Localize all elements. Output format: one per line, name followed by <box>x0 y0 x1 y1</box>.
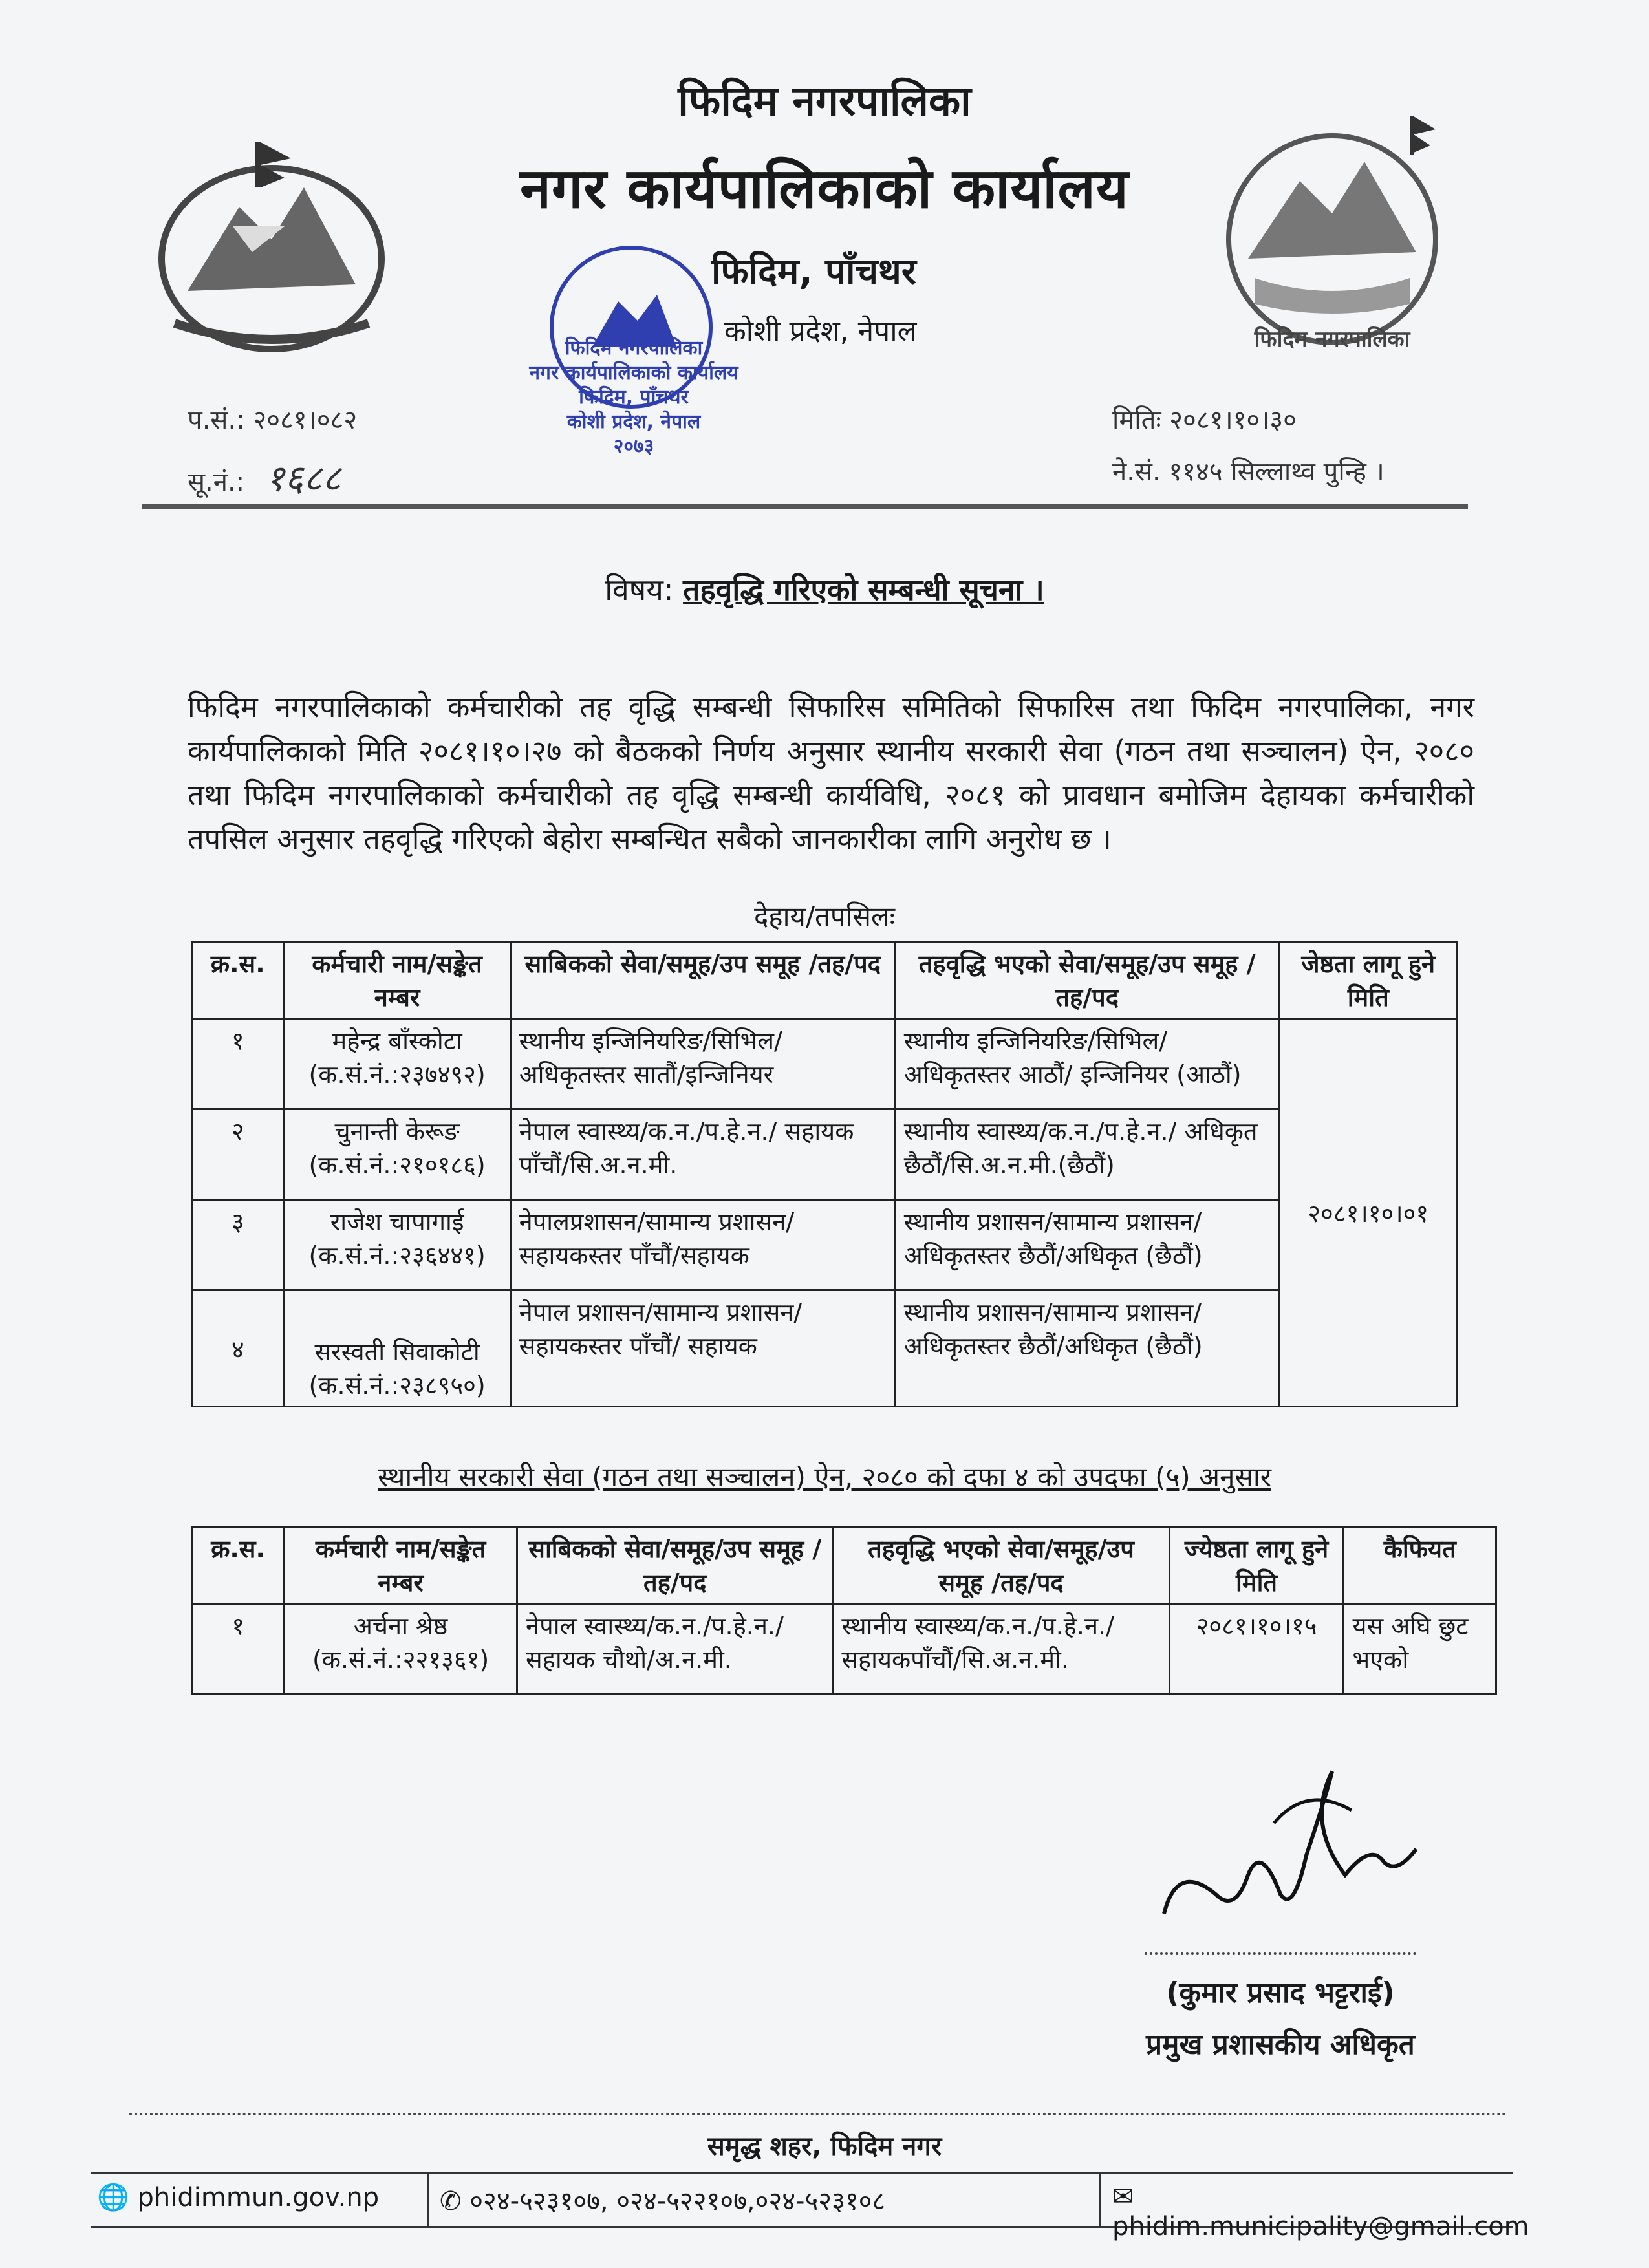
col-header: कर्मचारी नाम/सङ्केत नम्बर <box>284 942 510 1019</box>
col-header: कर्मचारी नाम/सङ्केत नम्बर <box>285 1527 517 1604</box>
table-row <box>192 1109 1458 1200</box>
sn-cell: २ <box>192 1109 285 1200</box>
table-row <box>192 1200 1458 1290</box>
old-post-cell: स्थानीय इन्जिनियरिङ/सिभिल/ अधिकृतस्तर सातौं/इन्जिनियर <box>510 1019 895 1109</box>
old-post-cell: नेपाल प्रशासन/सामान्य प्रशासन/ सहायकस्तर पाँचौं/ सहायक <box>510 1290 895 1407</box>
col-header: ज्येष्ठता लागू हुने मिति <box>1169 1527 1344 1604</box>
employee-cell <box>284 1290 510 1407</box>
sn-cell: ४ <box>192 1290 285 1407</box>
footer-separator <box>1099 2174 1101 2226</box>
promotion-table-2 <box>191 1526 1497 1695</box>
subject-line <box>0 569 1649 609</box>
logo-caption: फिदिम नगरपालिका <box>1254 326 1410 352</box>
stamp-line: कोशी प्रदेश, नेपाल <box>566 411 701 433</box>
old-post-cell: नेपाल स्वास्थ्य/क.न./प.हे.न./ सहायक पाँचौं/सि.अ.न.मी. <box>510 1109 895 1200</box>
employee-name: महेन्द्र बाँस्कोटा <box>332 1027 462 1055</box>
stamp-line: नगर कार्यपालिकाको कार्यालय <box>529 361 738 384</box>
header-divider <box>142 504 1468 509</box>
stamp-line: फिदिम, पाँचथर <box>579 386 689 409</box>
employee-cell <box>285 1604 517 1695</box>
employee-name: चुनान्ती केरूङ <box>334 1117 460 1146</box>
table-header-row <box>192 1527 1496 1604</box>
notice-body: फिदिम नगरपालिकाको कर्मचारीको तह वृद्धि सम्बन्धी सिफारिस समितिको सिफारिस तथा फिदिम नगरपालिका, नगर कार्यपालिकाको मिति २०८१।१०।२७ को बैठकको निर्णय अनुसार स्थानीय सरकारी सेवा (गठन तथा सञ्चालन) ऐन, २०८० तथा फिदिम नगरपालिकाको कर्मचारीको तह वृद्धि सम्बन्धी कार्यविधि, २०८१ को प्रावधान बमोजिम देहायका कर्मचारीको तपसिल अनुसार तहवृद्धि गरिएको बेहोरा सम्बन्धित सबैको जानकारीका लागि अनुरोध छ । <box>188 690 1474 856</box>
promotion-table <box>191 941 1458 1407</box>
col-header: कैफियत <box>1344 1527 1496 1604</box>
col-header: साबिकको सेवा/समूह/उप समूह /तह/पद <box>517 1527 833 1604</box>
signature-line <box>1145 1952 1416 1955</box>
footer-separator <box>427 2174 429 2226</box>
email-link[interactable]: phidim.municipality@gmail.com <box>1112 2212 1529 2241</box>
col-header: जेष्ठता लागू हुने मिति <box>1279 942 1458 1019</box>
subject-label: विषय: <box>605 572 674 607</box>
nepal-sambat-date: ने.सं. ११४५ सिल्लाथ्व पुन्हि । <box>1112 457 1385 487</box>
municipality-logo <box>1209 110 1455 369</box>
new-post-cell: स्थानीय स्वास्थ्य/क.न./प.हे.न./ अधिकृत छैठौं/सि.अ.न.मी.(छैठौं) <box>895 1109 1279 1200</box>
office-name: नगर कार्यपालिकाको कार्यालय <box>520 156 1129 221</box>
employee-code: (क.सं.नं.:२३८९५०) <box>308 1371 486 1400</box>
col-header: क्र.स. <box>192 1527 285 1604</box>
remark-cell: यस अघि छुट भएको <box>1344 1604 1496 1695</box>
phone-block <box>440 2182 1086 2218</box>
employee-name: सरस्वती सिवाकोटी <box>314 1338 480 1366</box>
stamp-line: फिदिम नगरपालिका <box>565 337 703 359</box>
employee-code: (क.सं.नं.:२३६४४१) <box>308 1241 486 1270</box>
municipality-name: फिदिम नगरपालिका <box>678 78 971 125</box>
website-block <box>97 2182 420 2212</box>
signature-scribble <box>1138 1746 1436 1952</box>
date-label: मितिः <box>1112 405 1161 435</box>
col-header: तहवृद्धि भएको सेवा/समूह/उप समूह /तह/पद <box>895 942 1279 1019</box>
table-header-row <box>192 942 1458 1019</box>
nepal-emblem-logo <box>136 129 407 362</box>
office-place: फिदिम, पाँचथर <box>711 251 916 293</box>
signatory-title: प्रमुख प्रशासकीय अधिकृत <box>1146 2028 1415 2061</box>
new-post-cell: स्थानीय प्रशासन/सामान्य प्रशासन/ अधिकृतस्तर छैठौं/अधिकृत (छैठौं) <box>895 1290 1279 1407</box>
employee-cell <box>284 1109 510 1200</box>
letter-date <box>1112 401 1297 436</box>
ref-value: २०८१।०८२ <box>253 405 358 435</box>
stamp-text <box>504 336 763 459</box>
dispatch-label: सू.नं.: <box>188 467 245 497</box>
globe-icon: 🌐 <box>97 2183 129 2212</box>
table1-caption: देहाय/तपसिलः <box>753 901 896 932</box>
col-header: साबिकको सेवा/समूह/उप समूह /तह/पद <box>510 942 895 1019</box>
employee-code: (क.सं.नं.:२१०१८६) <box>308 1151 486 1179</box>
section2-title: स्थानीय सरकारी सेवा (गठन तथा सञ्चालन) ऐन, २०८० को दफा ४ को उपदफा (५) अनुसार <box>378 1461 1271 1493</box>
website-link[interactable]: phidimmun.gov.np <box>137 2183 380 2212</box>
effective-date: २०८१।१०।०१ <box>1308 1199 1429 1228</box>
employee-cell <box>284 1200 510 1290</box>
signatory-name: (कुमार प्रसाद भट्टराई) <box>1166 1976 1395 2009</box>
effective-date-cell <box>1279 1019 1458 1407</box>
footer-bar <box>91 2172 1529 2241</box>
table-row <box>192 1019 1458 1109</box>
dispatch-number <box>188 453 341 502</box>
dispatch-value: १६८८ <box>265 458 341 500</box>
date-value: २०८१।१०।३० <box>1169 405 1297 435</box>
employee-code: (क.सं.नं.:२३७४९२) <box>308 1060 486 1089</box>
sn-cell: १ <box>192 1604 285 1695</box>
sn-cell: ३ <box>192 1200 285 1290</box>
employee-name: राजेश चापागाई <box>330 1208 464 1236</box>
new-post-cell: स्थानीय प्रशासन/सामान्य प्रशासन/ अधिकृतस्तर छैठौं/अधिकृत (छैठौं) <box>895 1200 1279 1290</box>
stamp-line: २०७३ <box>613 435 654 458</box>
footer-divider <box>129 2113 1507 2115</box>
table-row <box>192 1290 1458 1407</box>
footer-motto: समृद्ध शहर, फिदिम नगर <box>707 2132 942 2161</box>
phone-icon: ✆ <box>440 2187 462 2216</box>
employee-cell <box>284 1019 510 1109</box>
col-header: तहवृद्धि भएको सेवा/समूह/उप समूह /तह/पद <box>833 1527 1169 1604</box>
reference-number <box>188 401 357 436</box>
employee-name: अर्चना श्रेष्ठ <box>353 1612 448 1640</box>
email-block <box>1112 2182 1529 2241</box>
old-post-cell: नेपालप्रशासन/सामान्य प्रशासन/ सहायकस्तर पाँचौं/सहायक <box>510 1200 895 1290</box>
seniority-date-cell: २०८१।१०।१५ <box>1169 1604 1344 1695</box>
col-header: क्र.स. <box>192 942 285 1019</box>
new-post-cell: स्थानीय इन्जिनियरिङ/सिभिल/ अधिकृतस्तर आठौं/ इन्जिनियर (आठौं) <box>895 1019 1279 1109</box>
old-post-cell: नेपाल स्वास्थ्य/क.न./प.हे.न./ सहायक चौथो/अ.न.मी. <box>517 1604 833 1695</box>
phone-numbers: ०२४-५२३१०७, ०२४-५२२१०७,०२४-५२३१०८ <box>469 2187 886 2216</box>
employee-code: (क.सं.नं.:२२१३६१) <box>312 1645 490 1674</box>
subject-text: तहवृद्धि गरिएको सम्बन्धी सूचना । <box>683 572 1044 607</box>
mail-icon: ✉ <box>1112 2182 1134 2212</box>
sn-cell: १ <box>192 1019 285 1109</box>
table-row <box>192 1604 1496 1695</box>
new-post-cell: स्थानीय स्वास्थ्य/क.न./प.हे.न./ सहायकपाँचौं/सि.अ.न.मी. <box>833 1604 1169 1695</box>
office-province: कोशी प्रदेश, नेपाल <box>724 315 917 348</box>
ref-label: प.सं.: <box>188 405 245 435</box>
